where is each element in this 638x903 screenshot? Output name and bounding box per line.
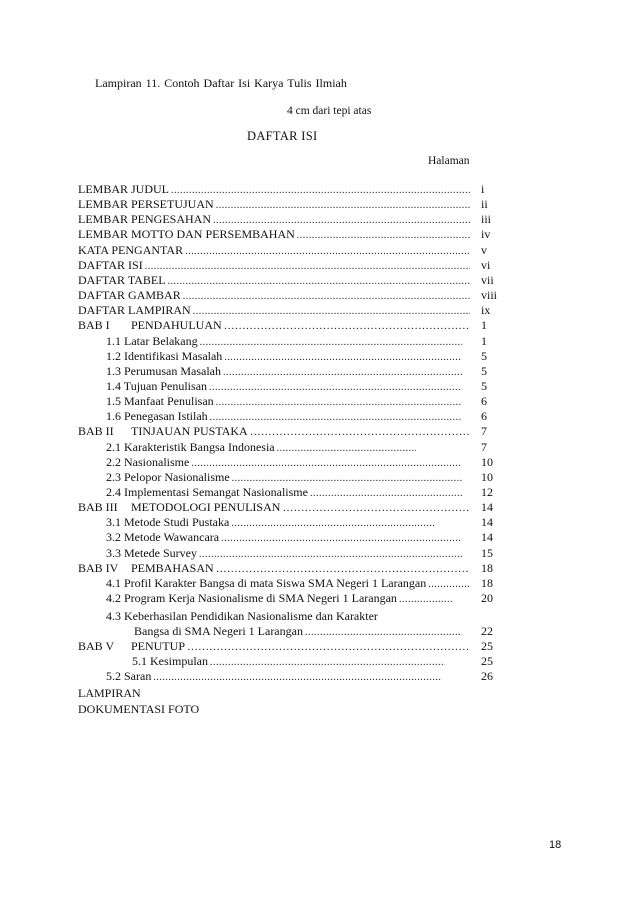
section-entry bbox=[106, 484, 462, 500]
section-title: 1.6 Penegasan Istilah bbox=[106, 409, 208, 424]
page-ref: iv bbox=[481, 227, 491, 242]
front-matter-entry bbox=[78, 302, 470, 318]
page-ref: 1 bbox=[481, 318, 487, 333]
section-title: 1.4 Tujuan Penulisan bbox=[106, 378, 208, 393]
page-ref: viii bbox=[481, 288, 498, 303]
page-ref: 25 bbox=[481, 639, 493, 653]
section-entry bbox=[134, 623, 462, 639]
page-number: 18 bbox=[549, 839, 562, 851]
appendix-dokumentasi: DOKUMENTASI FOTO bbox=[78, 702, 200, 716]
page-ref: 18 bbox=[481, 560, 493, 575]
entry-title: KATA PENGANTAR bbox=[78, 242, 184, 257]
section-entry bbox=[106, 514, 434, 530]
appendix-lampiran: LAMPIRAN bbox=[78, 686, 141, 700]
chapter-code: BAB IV bbox=[78, 560, 119, 575]
page-ref: vii bbox=[481, 272, 494, 287]
halaman-label: Halaman bbox=[428, 155, 470, 167]
front-matter-entry bbox=[78, 257, 470, 273]
chapter-code: BAB III bbox=[78, 500, 118, 515]
chapter-title: PENUTUP bbox=[131, 639, 186, 653]
margin-note: 4 cm dari tepi atas bbox=[287, 105, 372, 117]
page-ref: i bbox=[481, 182, 485, 196]
front-matter-entry bbox=[78, 196, 470, 212]
page-ref: 10 bbox=[481, 454, 493, 469]
page-ref: 25 bbox=[481, 654, 493, 669]
entry-title: LEMBAR PENGESAHAN bbox=[78, 212, 212, 227]
entry-title: DAFTAR LAMPIRAN bbox=[78, 303, 191, 318]
front-matter-entry bbox=[78, 242, 470, 258]
page-ref: vi bbox=[481, 257, 491, 272]
section-title: 2.3 Pelopor Nasionalisme bbox=[106, 469, 230, 484]
page-ref: 22 bbox=[481, 623, 493, 638]
section-title: 3.2 Metode Wawancara bbox=[106, 530, 220, 545]
page-ref: 5 bbox=[481, 378, 487, 393]
section-title: 1.1 Latar Belakang bbox=[106, 333, 198, 348]
front-matter-entry bbox=[78, 181, 470, 197]
page-title: DAFTAR ISI bbox=[247, 129, 318, 143]
section-title: 4.1 Profil Karakter Bangsa di mata Siswa SMA Negeri 1 Larangan bbox=[106, 575, 427, 590]
chapter-entry bbox=[131, 317, 470, 333]
page-ref: 7 bbox=[481, 424, 487, 439]
section-title: 1.2 Identifikasi Masalah bbox=[106, 348, 223, 363]
section-entry bbox=[106, 408, 462, 424]
section-entry bbox=[106, 333, 462, 349]
page-ref: 10 bbox=[481, 469, 493, 484]
section-entry bbox=[106, 363, 462, 379]
entry-title: LEMBAR MOTTO DAN PERSEMBAHAN bbox=[78, 227, 295, 242]
section-title: 5.2 Saran bbox=[106, 669, 152, 684]
page-ref: 20 bbox=[481, 591, 493, 606]
entry-title: DAFTAR ISI bbox=[78, 257, 143, 272]
page-ref: 6 bbox=[481, 394, 487, 409]
page-ref: 6 bbox=[481, 409, 487, 424]
chapter-entry bbox=[131, 560, 470, 576]
page-ref: 18 bbox=[481, 575, 493, 590]
section-title: 5.1 Kesimpulan bbox=[132, 654, 208, 669]
page-ref: 7 bbox=[481, 439, 487, 454]
entry-title: DAFTAR TABEL bbox=[78, 272, 166, 287]
front-matter-entry bbox=[78, 272, 470, 288]
section-entry bbox=[106, 575, 470, 591]
chapter-entry bbox=[131, 423, 470, 439]
caption: Lampiran 11. Contoh Daftar Isi Karya Tulis Ilmiah bbox=[95, 76, 347, 90]
section-title: Bangsa di SMA Negeri 1 Larangan bbox=[134, 623, 303, 638]
chapter-entry bbox=[131, 638, 470, 654]
chapter-title: PENDAHULUAN bbox=[131, 318, 222, 333]
section-entry bbox=[106, 348, 462, 364]
front-matter-entry bbox=[78, 287, 470, 303]
page-ref: v bbox=[481, 242, 487, 257]
chapter-title: TINJAUAN PUSTAKA bbox=[131, 424, 248, 439]
chapter-entry bbox=[131, 499, 470, 515]
section-title: 2.2 Nasionalisme bbox=[106, 454, 190, 469]
section-entry bbox=[106, 529, 462, 545]
entry-title: DAFTAR GAMBAR bbox=[78, 288, 181, 303]
section-entry bbox=[106, 608, 462, 624]
front-matter-entry bbox=[78, 226, 470, 242]
chapter-code: BAB I bbox=[78, 318, 110, 333]
section-title: 3.3 Metede Survey bbox=[106, 545, 197, 560]
section-entry bbox=[106, 378, 462, 394]
dot-leader bbox=[153, 670, 442, 686]
page-ref: 14 bbox=[481, 515, 493, 530]
section-title: 1.5 Manfaat Penulisan bbox=[106, 394, 214, 409]
section-entry bbox=[106, 393, 462, 409]
section-title: 2.4 Implementasi Semangat Nasionalisme bbox=[106, 485, 308, 499]
chapter-code: BAB V bbox=[78, 639, 115, 653]
page-ref: 5 bbox=[481, 348, 487, 363]
entry-title: LEMBAR JUDUL bbox=[78, 182, 170, 196]
entry-title: LEMBAR PERSETUJUAN bbox=[78, 197, 214, 212]
page-ref: 5 bbox=[481, 363, 487, 378]
section-entry bbox=[106, 439, 416, 455]
page-ref: iii bbox=[481, 212, 492, 227]
section-entry bbox=[106, 668, 442, 684]
section-entry bbox=[106, 454, 462, 470]
section-entry bbox=[132, 653, 445, 669]
section-title: 1.3 Perumusan Masalah bbox=[106, 363, 221, 378]
chapter-title: PEMBAHASAN bbox=[131, 560, 214, 575]
section-title: 4.2 Program Kerja Nasionalisme di SMA Negeri 1 Larangan bbox=[106, 591, 397, 606]
page-ref: 14 bbox=[481, 530, 493, 545]
section-entry bbox=[106, 590, 452, 606]
section-entry bbox=[106, 545, 462, 561]
page-ref: 15 bbox=[481, 545, 493, 560]
section-title: 3.1 Metode Studi Pustaka bbox=[106, 515, 230, 530]
dot-leader bbox=[399, 592, 452, 608]
section-title: 2.1 Karakteristik Bangsa Indonesia bbox=[106, 439, 275, 454]
page-ref: ii bbox=[481, 197, 488, 212]
page-ref: 12 bbox=[481, 485, 493, 499]
chapter-code: BAB II bbox=[78, 424, 114, 439]
page-ref: 26 bbox=[481, 669, 493, 684]
page-ref: 14 bbox=[481, 500, 493, 515]
page-ref: 1 bbox=[481, 333, 487, 348]
chapter-title: METODOLOGI PENULISAN bbox=[131, 500, 281, 515]
page-ref: ix bbox=[481, 303, 491, 318]
section-title: 4.3 Keberhasilan Pendidikan Nasionalisme dan Karakter bbox=[106, 608, 378, 623]
front-matter-entry bbox=[78, 211, 470, 227]
section-entry bbox=[106, 469, 462, 485]
